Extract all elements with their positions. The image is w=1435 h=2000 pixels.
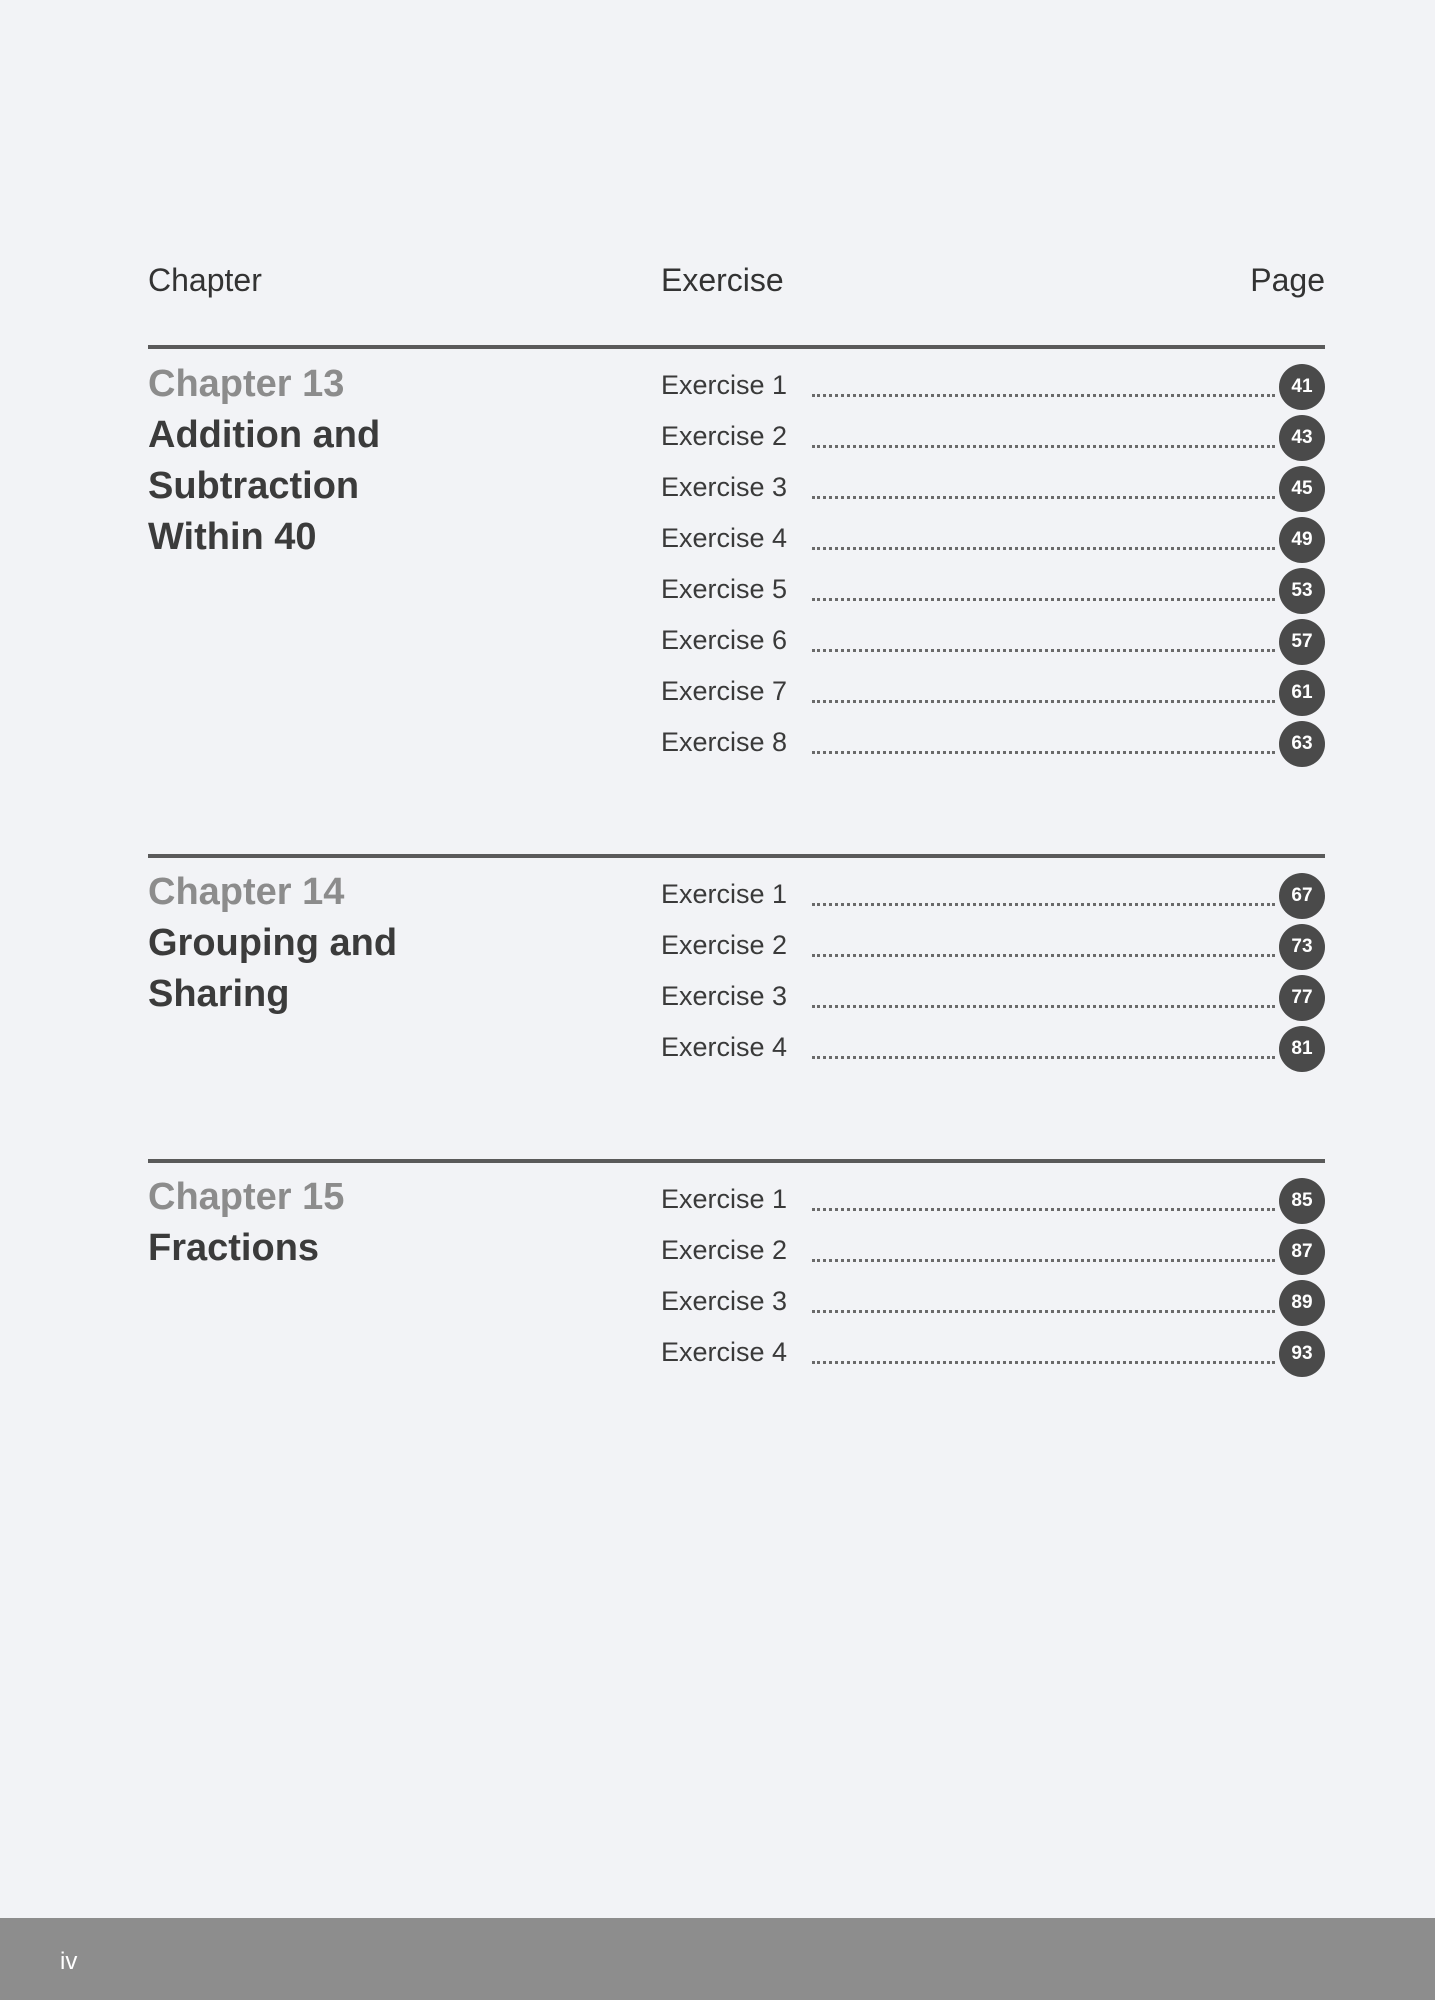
- dot-leader: [812, 598, 1275, 601]
- exercise-entry[interactable]: [661, 364, 1325, 410]
- exercise-label: Exercise 7: [661, 676, 788, 706]
- dot-leader: [812, 954, 1275, 957]
- exercise-label: Exercise 2: [661, 930, 788, 960]
- page-number-badge: 49: [1279, 517, 1325, 563]
- page-number-badge: 77: [1279, 975, 1325, 1021]
- chapter-title: Subtraction: [148, 465, 360, 507]
- exercise-label: Exercise 2: [661, 1235, 788, 1265]
- page-number-badge: 67: [1279, 873, 1325, 919]
- divider-rule: [148, 854, 1325, 858]
- dot-leader: [812, 1208, 1275, 1211]
- dot-leader: [812, 751, 1275, 754]
- chapter-number: Chapter 13: [148, 363, 345, 405]
- divider-rule: [148, 1159, 1325, 1163]
- chapter-number: Chapter 14: [148, 871, 345, 913]
- dot-leader: [812, 1005, 1275, 1008]
- exercise-entry[interactable]: [661, 975, 1325, 1021]
- exercise-label: Exercise 4: [661, 1337, 788, 1367]
- dot-leader: [812, 445, 1275, 448]
- dot-leader: [812, 1361, 1275, 1364]
- page-number-badge: 45: [1279, 466, 1325, 512]
- page-number-badge: 89: [1279, 1280, 1325, 1326]
- page-number-badge: 43: [1279, 415, 1325, 461]
- page-number-badge: 81: [1279, 1026, 1325, 1072]
- chapter-15-heading: [148, 1171, 344, 1274]
- exercise-entry[interactable]: [661, 924, 1325, 970]
- dot-leader: [812, 700, 1275, 703]
- page-number-badge: 57: [1279, 619, 1325, 665]
- chapter-title: Sharing: [148, 973, 290, 1015]
- header-page: Page: [1250, 262, 1325, 298]
- exercise-entry[interactable]: [661, 568, 1325, 614]
- page-number-badge: 63: [1279, 721, 1325, 767]
- divider-rule: [148, 345, 1325, 349]
- exercise-entry[interactable]: [661, 619, 1325, 665]
- page-number-badge: 87: [1279, 1229, 1325, 1275]
- dot-leader: [812, 547, 1275, 550]
- header-chapter: Chapter: [148, 262, 262, 298]
- exercise-label: Exercise 8: [661, 727, 788, 757]
- header-exercise: Exercise: [661, 262, 784, 298]
- page-number-badge: 41: [1279, 364, 1325, 410]
- page-number-badge: 53: [1279, 568, 1325, 614]
- page-number-badge: 85: [1279, 1178, 1325, 1224]
- exercise-entry[interactable]: [661, 517, 1325, 563]
- exercise-label: Exercise 6: [661, 625, 788, 655]
- exercise-entry[interactable]: [661, 670, 1325, 716]
- exercise-label: Exercise 2: [661, 421, 788, 451]
- exercise-entry[interactable]: [661, 873, 1325, 919]
- exercise-entry[interactable]: [661, 466, 1325, 512]
- dot-leader: [812, 1259, 1275, 1262]
- exercise-entry[interactable]: [661, 1229, 1325, 1275]
- page-number-badge: 73: [1279, 924, 1325, 970]
- exercise-label: Exercise 1: [661, 1184, 788, 1214]
- footer-bar: [0, 1918, 1435, 2000]
- exercise-entry[interactable]: [661, 1178, 1325, 1224]
- footer-page-number: iv: [60, 1948, 78, 1975]
- contents-header-row: [0, 262, 1435, 302]
- exercise-label: Exercise 3: [661, 981, 788, 1011]
- dot-leader: [812, 649, 1275, 652]
- exercise-entry[interactable]: [661, 415, 1325, 461]
- dot-leader: [812, 394, 1275, 397]
- exercise-label: Exercise 3: [661, 1286, 788, 1316]
- dot-leader: [812, 1310, 1275, 1313]
- exercise-label: Exercise 4: [661, 523, 788, 553]
- page-number-badge: 93: [1279, 1331, 1325, 1377]
- dot-leader: [812, 1056, 1275, 1059]
- exercise-label: Exercise 5: [661, 574, 788, 604]
- chapter-13-heading: [148, 358, 380, 563]
- exercise-entry[interactable]: [661, 1280, 1325, 1326]
- chapter-title: Fractions: [148, 1227, 320, 1269]
- exercise-entry[interactable]: [661, 721, 1325, 767]
- chapter-14-heading: [148, 866, 397, 1020]
- page-number-badge: 61: [1279, 670, 1325, 716]
- exercise-entry[interactable]: [661, 1026, 1325, 1072]
- chapter-title: Within 40: [148, 516, 317, 558]
- chapter-title: Addition and: [148, 414, 381, 456]
- exercise-label: Exercise 1: [661, 879, 788, 909]
- dot-leader: [812, 903, 1275, 906]
- exercise-entry[interactable]: [661, 1331, 1325, 1377]
- dot-leader: [812, 496, 1275, 499]
- exercise-label: Exercise 1: [661, 370, 788, 400]
- chapter-title: Grouping and: [148, 922, 398, 964]
- exercise-label: Exercise 4: [661, 1032, 788, 1062]
- exercise-label: Exercise 3: [661, 472, 788, 502]
- chapter-number: Chapter 15: [148, 1176, 345, 1218]
